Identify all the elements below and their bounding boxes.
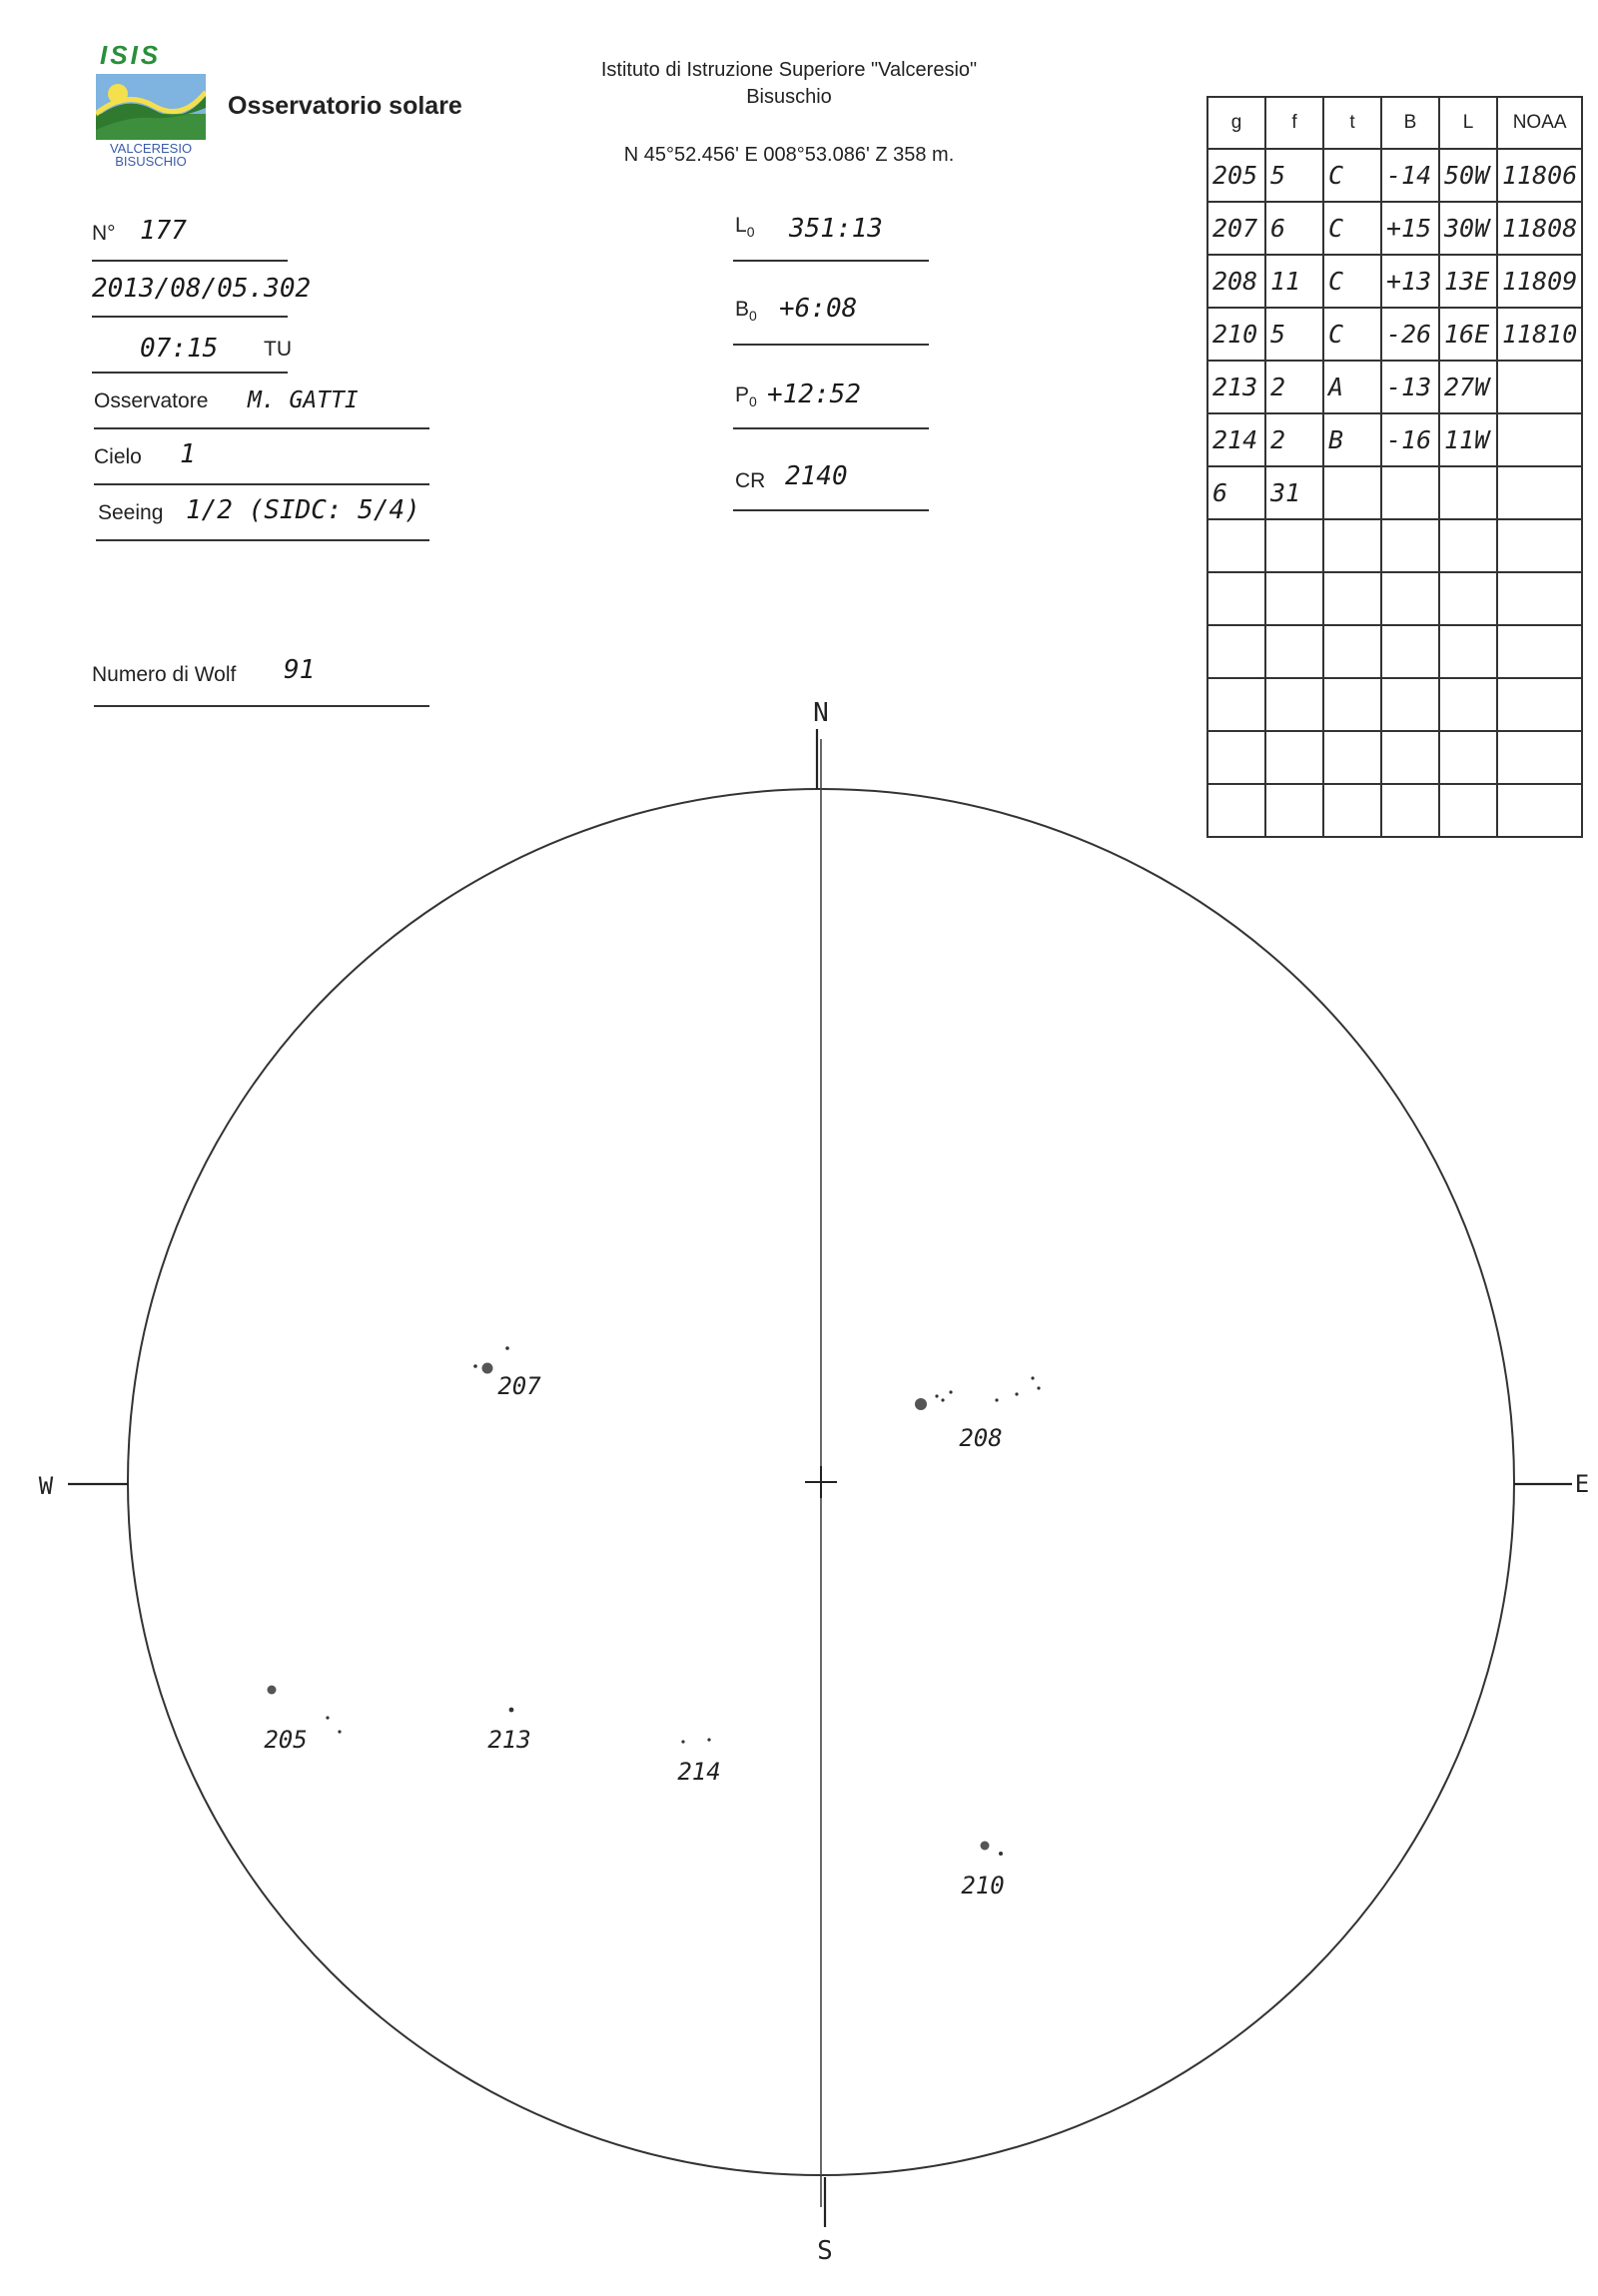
table-cell: 30W	[1439, 202, 1497, 255]
time-value: 07:15	[140, 334, 219, 364]
sky-value: 1	[180, 439, 196, 469]
sunspot	[999, 1852, 1003, 1856]
column-header-l: L	[1439, 97, 1497, 149]
sunspot	[338, 1730, 341, 1733]
table-cell: -16	[1381, 413, 1439, 466]
cr-value: 2140	[785, 461, 848, 491]
cr-label: CR	[735, 469, 766, 492]
sunspot	[505, 1346, 509, 1350]
column-header-t: t	[1323, 97, 1381, 149]
observatory-title: Osservatorio solare	[228, 92, 462, 120]
sunspot	[482, 1363, 493, 1374]
group-label-213: 213	[487, 1726, 531, 1754]
table-cell: 6	[1207, 466, 1265, 519]
table-cell: 11809	[1497, 255, 1582, 308]
sunspot	[509, 1708, 514, 1713]
west-label: W	[38, 1472, 54, 1500]
number-label: N°	[92, 222, 116, 245]
table-cell: -14	[1381, 149, 1439, 202]
wolf-value: 91	[284, 655, 316, 685]
sunspot	[941, 1398, 944, 1401]
group-label-207: 207	[497, 1372, 541, 1400]
sunspot-group-210	[961, 1842, 1004, 1901]
table-cell: 13E	[1439, 255, 1497, 308]
table-cell: 6	[1265, 202, 1323, 255]
logo-text: ISIS	[100, 40, 162, 70]
l0-label: $L_0$	[735, 214, 755, 241]
sunspot	[268, 1686, 277, 1695]
sunspot	[326, 1716, 329, 1719]
table-cell: +13	[1381, 255, 1439, 308]
group-label-205: 205	[264, 1726, 308, 1754]
table-cell: -13	[1381, 361, 1439, 413]
south-label: S	[817, 2236, 833, 2266]
table-cell: 16E	[1439, 308, 1497, 361]
number-value: 177	[140, 216, 187, 246]
table-cell: C	[1323, 149, 1381, 202]
table-cell: 213	[1207, 361, 1265, 413]
table-cell: 50W	[1439, 149, 1497, 202]
observer-value: M. GATTI	[248, 387, 359, 413]
table-cell: B	[1323, 413, 1381, 466]
sunspot	[995, 1398, 998, 1401]
logo-caption-line-2: BISUSCHIO	[115, 154, 187, 169]
b0-value: +6:08	[779, 294, 858, 324]
sunspot-group-207	[473, 1346, 541, 1400]
sunspot-group-213	[487, 1708, 530, 1754]
table-cell: +15	[1381, 202, 1439, 255]
table-cell: 214	[1207, 413, 1265, 466]
wolf-label: Numero di Wolf	[92, 663, 237, 686]
table-cell: C	[1323, 308, 1381, 361]
logo-caption-line-1: VALCERESIO	[109, 141, 193, 156]
l0-value: 351:13	[789, 214, 883, 244]
table-cell: 2	[1265, 413, 1323, 466]
sunspot	[1015, 1392, 1018, 1395]
table-cell: 205	[1207, 149, 1265, 202]
sunspot	[707, 1738, 710, 1741]
table-cell: 5	[1265, 308, 1323, 361]
date-value: 2013/08/05.302	[92, 274, 312, 304]
observer-label: Osservatore	[94, 389, 209, 412]
seeing-label: Seeing	[98, 501, 164, 524]
table-cell: 11806	[1497, 149, 1582, 202]
east-label: E	[1574, 1470, 1590, 1498]
institute-city: Bisuschio	[746, 86, 832, 108]
p0-value: +12:52	[767, 380, 861, 409]
table-cell: 207	[1207, 202, 1265, 255]
p0-label: $P_0$	[735, 383, 757, 410]
sunspot	[981, 1842, 990, 1851]
table-cell: 11	[1265, 255, 1323, 308]
table-cell: 11810	[1497, 308, 1582, 361]
table-cell: 11808	[1497, 202, 1582, 255]
column-header-f: f	[1265, 97, 1323, 149]
site-coordinates: N 45°52.456' E 008°53.086' Z 358 m.	[623, 144, 955, 166]
table-cell: 210	[1207, 308, 1265, 361]
table-cell: C	[1323, 255, 1381, 308]
group-label-214: 214	[677, 1758, 721, 1786]
table-cell: -26	[1381, 308, 1439, 361]
table-cell: 5	[1265, 149, 1323, 202]
table-cell: A	[1323, 361, 1381, 413]
sunspot-group-214	[677, 1738, 720, 1786]
column-header-b: B	[1381, 97, 1439, 149]
column-header-g: g	[1207, 97, 1265, 149]
sunspot	[681, 1740, 684, 1743]
sunspot-group-208	[915, 1376, 1041, 1452]
table-cell: 31	[1265, 466, 1323, 519]
sunspot	[949, 1390, 952, 1393]
sunspot	[473, 1364, 477, 1368]
table-cell: 208	[1207, 255, 1265, 308]
b0-label: $B_0$	[735, 298, 757, 325]
column-header-noaa: NOAA	[1497, 97, 1582, 149]
table-cell: 2	[1265, 361, 1323, 413]
sky-label: Cielo	[94, 445, 142, 468]
sunspot	[1031, 1376, 1034, 1379]
sunspot-group-205	[264, 1686, 341, 1755]
time-zone-label: TU	[264, 338, 292, 361]
table-cell: 11W	[1439, 413, 1497, 466]
north-label: N	[813, 698, 829, 728]
institute-name: Istituto di Istruzione Superiore "Valceresio"	[600, 59, 978, 81]
sunspot	[915, 1398, 927, 1410]
sunspot	[1037, 1386, 1040, 1389]
sunspot	[935, 1394, 938, 1397]
seeing-value: 1/2 (SIDC: 5/4)	[186, 495, 420, 525]
table-cell: C	[1323, 202, 1381, 255]
table-cell: 27W	[1439, 361, 1497, 413]
group-label-210: 210	[961, 1872, 1005, 1900]
group-label-208: 208	[959, 1424, 1003, 1452]
